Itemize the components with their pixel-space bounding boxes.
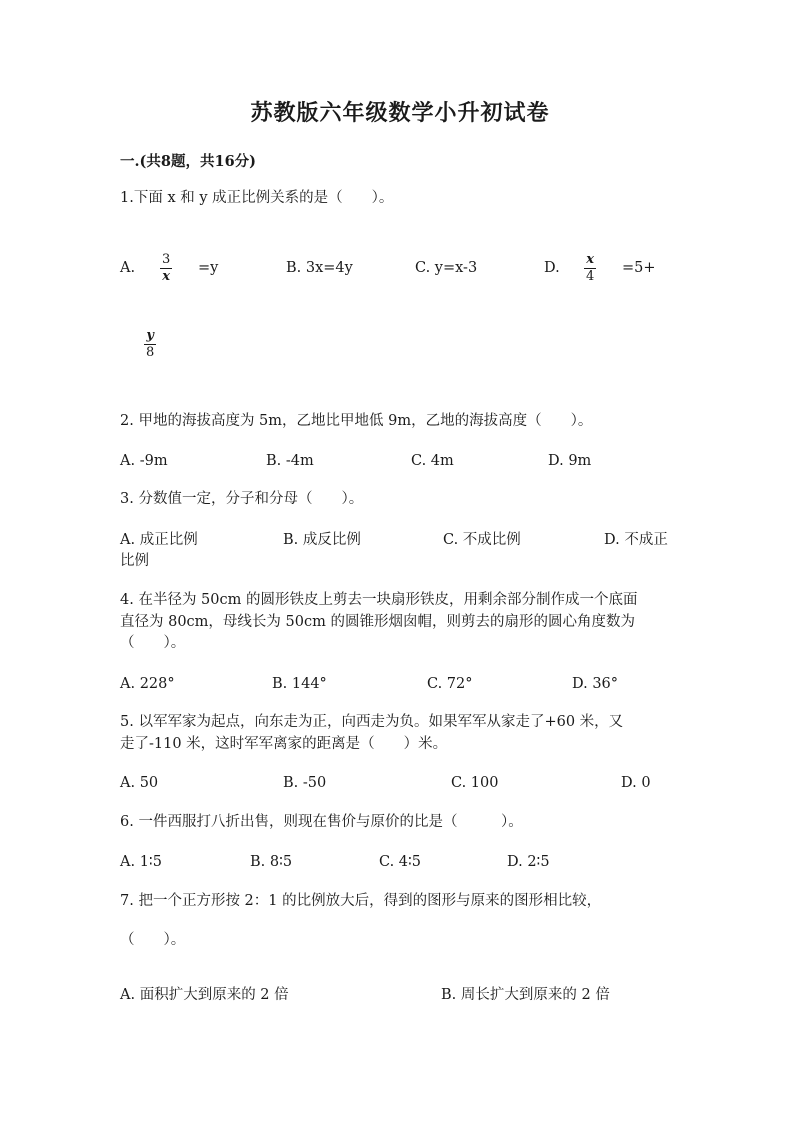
fraction-denominator: x bbox=[162, 269, 171, 284]
q1-option-a-tail: =y bbox=[198, 260, 219, 276]
question-7-line-1: 7. 把一个正方形按 2：1 的比例放大后，得到的图形与原来的图形相比较， bbox=[120, 893, 602, 909]
q1-option-d-fraction-2 bbox=[144, 328, 156, 361]
q1-option-d-fraction bbox=[584, 252, 596, 285]
q6-option-a: A. 1∶5 bbox=[120, 854, 162, 870]
q3-option-b: B. 成反比例 bbox=[283, 532, 361, 548]
question-2-stem: 2. 甲地的海拔高度为 5m，乙地比甲地低 9m，乙地的海拔高度（ ）。 bbox=[120, 413, 593, 429]
question-3-stem: 3. 分数值一定，分子和分母（ ）。 bbox=[120, 491, 364, 507]
q1-option-d-label: D. bbox=[544, 260, 560, 276]
q1-option-a-fraction bbox=[160, 252, 172, 285]
q6-option-b: B. 8∶5 bbox=[250, 854, 293, 870]
q2-option-d: D. 9m bbox=[548, 453, 592, 469]
q4-option-c: C. 72° bbox=[427, 676, 473, 692]
q3-option-d: D. 不成正 bbox=[604, 532, 668, 548]
q5-option-d: D. 0 bbox=[621, 775, 651, 791]
q2-option-c: C. 4m bbox=[411, 453, 454, 469]
q6-option-d: D. 2∶5 bbox=[507, 854, 550, 870]
question-4-line-2: 直径为 80cm，母线长为 50cm 的圆锥形烟囱帽，则剪去的扇形的圆心角度数为 bbox=[120, 614, 635, 630]
question-6-stem: 6. 一件西服打八折出售，则现在售价与原价的比是（ ）。 bbox=[120, 814, 523, 830]
q4-option-d: D. 36° bbox=[572, 676, 619, 692]
question-4-line-1: 4. 在半径为 50cm 的圆形铁皮上剪去一块扇形铁皮，用剩余部分制作成一个底面 bbox=[120, 592, 638, 608]
fraction-denominator: 4 bbox=[586, 269, 595, 284]
q1-option-d-tail: =5+ bbox=[622, 260, 656, 276]
q5-option-a: A. 50 bbox=[120, 775, 159, 791]
q4-option-a: A. 228° bbox=[120, 676, 175, 692]
q1-option-c: C. y=x-3 bbox=[415, 260, 478, 276]
q1-option-b: B. 3x=4y bbox=[286, 260, 353, 276]
q7-option-a: A. 面积扩大到原来的 2 倍 bbox=[120, 987, 289, 1003]
question-4-line-3: （ ）。 bbox=[120, 635, 186, 651]
question-5-line-2: 走了-110 米，这时军军离家的距离是（ ）米。 bbox=[120, 736, 448, 752]
q5-option-c: C. 100 bbox=[451, 775, 499, 791]
q3-option-d-continued: 比例 bbox=[120, 553, 149, 569]
q4-option-b: B. 144° bbox=[272, 676, 327, 692]
q2-option-a: A. -9m bbox=[120, 453, 168, 469]
q3-option-c: C. 不成比例 bbox=[443, 532, 521, 548]
q3-option-a: A. 成正比例 bbox=[120, 532, 198, 548]
q1-option-a-label: A. bbox=[120, 260, 136, 276]
q7-option-b: B. 周长扩大到原来的 2 倍 bbox=[441, 987, 610, 1003]
page-title: 苏教版六年级数学小升初试卷 bbox=[250, 100, 550, 126]
question-7-line-2: （ ）。 bbox=[120, 932, 186, 948]
section-heading: 一.(共8题，共16分) bbox=[120, 153, 257, 170]
q2-option-b: B. -4m bbox=[266, 453, 314, 469]
fraction-numerator: x bbox=[584, 252, 596, 269]
fraction-denominator: 8 bbox=[146, 345, 155, 360]
question-1-stem: 1.下面 x 和 y 成正比例关系的是（ ）。 bbox=[120, 190, 394, 206]
q5-option-b: B. -50 bbox=[283, 775, 327, 791]
q6-option-c: C. 4∶5 bbox=[379, 854, 422, 870]
fraction-numerator: y bbox=[144, 328, 156, 345]
question-5-line-1: 5. 以军军家为起点，向东走为正，向西走为负。如果军军从家走了+60 米，又 bbox=[120, 714, 624, 730]
fraction-numerator: 3 bbox=[162, 252, 171, 267]
